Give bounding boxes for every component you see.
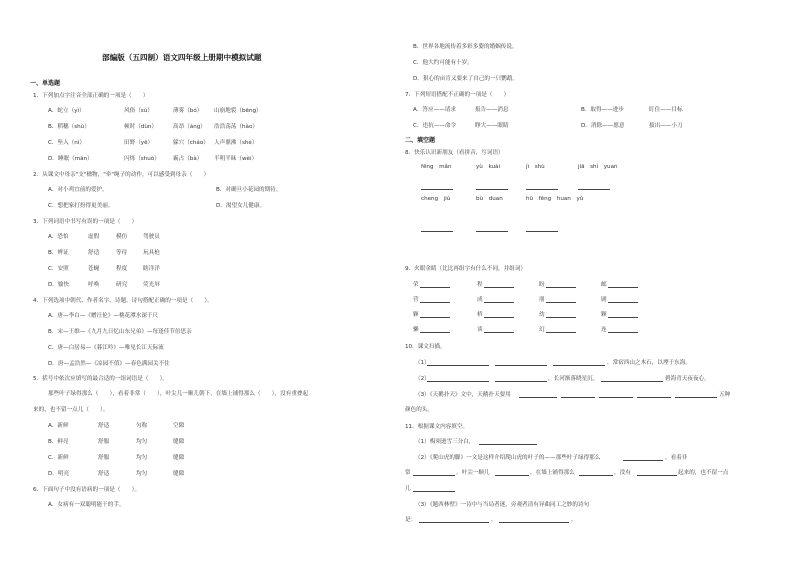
- q9-char: 颗: [413, 312, 419, 318]
- q1-option-word: 浩浩荡荡（hào）: [214, 124, 258, 130]
- q8-pinyin: hū fēng huan yǔ: [526, 196, 584, 202]
- q1-option-word: 风俗（sù）: [124, 108, 153, 114]
- q5-option[interactable]: D．明亮: [48, 471, 70, 477]
- q11-blank[interactable]: [479, 439, 537, 445]
- q5-passage-line1: 那些叶子绿得那么（ ），看着非常（ ），叶尖儿一顺儿朝下，在墙上铺得那么（ ），没有重叠起: [48, 391, 309, 397]
- q3-option[interactable]: D．愉快: [48, 282, 70, 288]
- q2-option-c[interactable]: C．想把家打扮得更美丽。: [48, 203, 114, 209]
- q2-option-d[interactable]: D．渴望女儿健康。: [216, 203, 266, 209]
- q5-stem: 5．括号中依次应填写的最合适的一组词语是（ ）。: [33, 376, 169, 382]
- q3-word: 等待: [116, 250, 128, 256]
- q8-pinyin: bù duan: [476, 196, 503, 202]
- q8-answer-blank[interactable]: [476, 184, 508, 190]
- q5-word: 均匀: [136, 471, 148, 477]
- q3-word: 荧光屏: [143, 282, 160, 288]
- q2-option-a[interactable]: A．对小鸡宜前的爱护。: [48, 187, 108, 193]
- q5-word: 舒服: [98, 439, 110, 445]
- q3-word: 玩具枪: [143, 250, 160, 256]
- q10-line3-suffix: 五种: [719, 392, 731, 398]
- q1-option-word: 半明半昧（wèi）: [214, 156, 258, 162]
- q4-option-d[interactable]: D．唐—孟浩然—《凉园不值》—春色满园关不住: [48, 361, 170, 367]
- q9-char: 盼: [539, 282, 545, 288]
- q11-line1: （1）梅须逊雪三分白，: [415, 439, 475, 445]
- q6-option-a[interactable]: A．女病有一双聪明能干的手。: [48, 502, 125, 508]
- q2-stem: 2．从课文中母亲"支"楹物，"牵"绳子的动作，可以感受到母亲（ ）: [33, 172, 210, 178]
- q1-option-word: 高昂（áng）: [173, 124, 206, 130]
- q11-line3-b: 。叶尖一顺儿: [456, 470, 490, 476]
- section-single-choice: 一、单选题: [30, 80, 61, 87]
- section-fill-blank: 二、填空题: [405, 137, 436, 144]
- q5-option[interactable]: A．新鲜: [48, 423, 69, 429]
- q1-option-word: 山崩地裂（bēng）: [214, 108, 262, 114]
- q10-blank[interactable]: [553, 360, 605, 366]
- q5-word: 舒服: [98, 455, 110, 461]
- q9-char: 谈: [477, 327, 483, 333]
- q9-char: 幻: [539, 327, 545, 333]
- q11-comma: ，: [491, 517, 497, 523]
- q11-line3-e: 起来的，也不留一点: [678, 470, 729, 476]
- q7-option-b-second: 盯住——目标: [649, 107, 683, 113]
- q9-char: 荣: [413, 282, 419, 288]
- q7-option-a-second: 报告——消息: [475, 107, 509, 113]
- q8-pinyin: cheng jiù: [421, 196, 451, 202]
- q5-word: 舒适: [98, 471, 110, 477]
- q11-blank[interactable]: [579, 470, 613, 476]
- q3-stem: 3．下列词语中书写有误的一项是（ ）: [33, 219, 138, 225]
- q8-stem: 8．快乐认识新朋友（看拼音，写词语）: [405, 150, 504, 156]
- q11-stem: 11．根据课文内容填空。: [405, 424, 469, 430]
- q11-blank[interactable]: [499, 517, 569, 523]
- q8-pinyin: jiā shì yuan: [578, 164, 618, 170]
- q7-option-b[interactable]: B．取得——进步: [581, 107, 624, 113]
- q1-option[interactable]: C．坠入（nì）: [48, 140, 85, 146]
- q8-pinyin: fēng mǎn: [421, 164, 452, 170]
- q9-char: 邮: [601, 282, 607, 288]
- q5-word: 均匀: [136, 455, 148, 461]
- q4-option-b[interactable]: B．宋—王维—《九月九日忆山东兄弟》—每逢佳节倍思亲: [48, 329, 192, 335]
- q3-option[interactable]: C．安照: [48, 266, 69, 272]
- q9-blank[interactable]: [546, 297, 576, 303]
- q3-option[interactable]: A．恐怕: [48, 234, 69, 240]
- q6-option-c[interactable]: C．他大约可能有十岁。: [413, 60, 473, 66]
- q9-blank[interactable]: [420, 297, 450, 303]
- q7-option-c-second: 睁大——眼睛: [475, 123, 509, 129]
- q2-option-b[interactable]: B．对确旦小花园的期待。: [216, 187, 282, 193]
- q10-blank[interactable]: [599, 392, 633, 398]
- q8-answer-blank[interactable]: [526, 226, 558, 232]
- q10-blank[interactable]: [675, 392, 717, 398]
- q11-line3-c: ，在墙上铺得那么: [530, 470, 575, 476]
- q7-option-d-second: 拔出——小刀: [649, 123, 683, 129]
- q11-line3-d: ，没有: [614, 470, 631, 476]
- q10-blank[interactable]: [495, 376, 547, 382]
- q9-char: 幼: [539, 312, 545, 318]
- q8-answer-blank[interactable]: [476, 226, 508, 232]
- q11-blank[interactable]: [413, 486, 455, 492]
- q10-blank[interactable]: [427, 376, 489, 382]
- q7-option-c[interactable]: C．违抗——命令: [413, 123, 457, 129]
- q3-word: 舒适: [88, 250, 100, 256]
- q8-answer-blank[interactable]: [421, 184, 453, 190]
- q5-word: 空隙: [173, 423, 185, 429]
- q10-blank[interactable]: [427, 360, 489, 366]
- page-title: 部编版（五四制）语文四年级上册期中模拟试题: [102, 53, 262, 62]
- q9-stem: 9．火眼金睛（比比再组字有什么不同，并组词）: [405, 266, 527, 272]
- q9-char: 懒: [413, 327, 419, 333]
- q11-line3-a: 常: [405, 470, 411, 476]
- q9-blank[interactable]: [608, 297, 638, 303]
- q6-option-d[interactable]: D．狠心的亩肯又要来了自己的一只鹦鹉。: [413, 76, 518, 82]
- q9-blank[interactable]: [546, 327, 576, 333]
- q1-option-word: 霸占（bà）: [173, 156, 203, 162]
- q9-blank[interactable]: [608, 327, 638, 333]
- q4-stem: 4．下列选项中朝代、作者名字、诗题、诗句搭配正确的一项是（ ）。: [33, 298, 213, 304]
- q8-pinyin: yù kuài: [476, 164, 501, 170]
- q1-option-word: 人声鼎沸（shè）: [214, 140, 258, 146]
- q11-line4: 儿: [405, 486, 411, 492]
- q9-char: 剧: [601, 297, 607, 303]
- q3-word: 虚假: [88, 234, 100, 240]
- q7-stem: 7．下列短语搭配不正确的一项是（ ）: [405, 92, 510, 98]
- q9-char: 程: [477, 282, 483, 288]
- q11-blank[interactable]: [495, 470, 529, 476]
- q9-char: 颗: [601, 312, 607, 318]
- q5-word: 缝隙: [173, 439, 185, 445]
- q10-blank[interactable]: [495, 360, 547, 366]
- q3-word: 苍蝇: [88, 266, 100, 272]
- q11-line6: 是：: [405, 517, 417, 523]
- q8-answer-blank[interactable]: [578, 184, 610, 190]
- q1-option-word: 顿时（dùn）: [124, 124, 158, 130]
- q5-word: 匀称: [136, 423, 148, 429]
- q8-pinyin: jì shù: [526, 164, 545, 170]
- q3-word: 研究: [116, 282, 128, 288]
- q9-blank[interactable]: [420, 312, 450, 318]
- q11-blank[interactable]: [623, 455, 663, 461]
- q9-blank[interactable]: [484, 297, 514, 303]
- q3-word: 模仿: [116, 234, 128, 240]
- q3-word: 瞎洋洋: [143, 266, 160, 272]
- q9-blank[interactable]: [484, 327, 514, 333]
- q10-line3: （3）《天鹅扑天》文中，天鹅扑天要用: [415, 392, 511, 398]
- q1-stem: 1．下列加点字注音全部正确的一项是（ ）: [33, 93, 149, 99]
- q10-blank[interactable]: [561, 392, 595, 398]
- q11-blank[interactable]: [413, 470, 455, 476]
- q1-option[interactable]: B．稻穗（shù）: [48, 124, 90, 130]
- q9-blank[interactable]: [484, 282, 514, 288]
- q5-passage-line2: 来的，也不留一点儿（ ）。: [33, 407, 109, 413]
- q9-char: 朋: [539, 297, 545, 303]
- q1-option-word: 薄雾（bó）: [173, 108, 203, 114]
- q9-blank[interactable]: [420, 282, 450, 288]
- q5-option[interactable]: B．鲜亮: [48, 439, 69, 445]
- q10-line2-suffix: 碧海青天夜夜心。: [665, 376, 710, 382]
- q6-option-b[interactable]: B．世界各地流传着多彩多姿的婚姻传说。: [413, 44, 518, 50]
- q1-option-word: 田野（yě）: [124, 140, 154, 146]
- q10-line4: 颜色的头。: [405, 407, 433, 413]
- q7-option-d[interactable]: D．消除——愿意: [581, 123, 625, 129]
- q10-line2-prefix: （2）: [415, 376, 430, 382]
- q4-option-c[interactable]: C．唐—白居易—《暮江吟》—唯见长江天际流: [48, 345, 164, 351]
- q11-period: 。: [571, 517, 577, 523]
- q6-stem: 6．下面句子中没有语病的一项是（ ）。: [33, 487, 141, 493]
- q9-char: 成: [477, 297, 483, 303]
- q10-blank[interactable]: [519, 392, 557, 398]
- q10-line2-mid: ，长河渐落晓星沉。: [548, 376, 599, 382]
- q1-option[interactable]: D．睡眠（mán）: [48, 156, 93, 162]
- q9-char: 营: [413, 297, 419, 303]
- q9-blank[interactable]: [546, 312, 576, 318]
- q7-option-a[interactable]: A．答应——请求: [413, 107, 456, 113]
- q9-blank[interactable]: [546, 282, 576, 288]
- q3-word: 呼唤: [88, 282, 100, 288]
- q11-line2: （2）《爬山虎的脚》一文是这样介绍爬山虎的叶子的——那些叶子绿得那么: [415, 455, 601, 461]
- q10-blank[interactable]: [601, 376, 663, 382]
- q10-stem: 10．课文扫描。: [405, 344, 446, 350]
- q11-line2-suffix: ，看着非: [665, 455, 688, 461]
- q9-blank[interactable]: [608, 282, 638, 288]
- q8-answer-blank[interactable]: [526, 184, 558, 190]
- q1-option[interactable]: A．蛇立（yì）: [48, 108, 85, 114]
- q10-blank[interactable]: [637, 392, 671, 398]
- q11-blank[interactable]: [419, 517, 489, 523]
- q5-option[interactable]: C．新鲜: [48, 455, 69, 461]
- q5-word: 缝隙: [173, 471, 185, 477]
- q9-char: 连: [601, 327, 607, 333]
- q10-line1-suffix: ，常宿西山之木石，以堙于东海。: [607, 360, 691, 366]
- q8-answer-blank[interactable]: [421, 226, 453, 232]
- q3-word: 程度: [116, 266, 128, 272]
- q10-line1-prefix: （1）: [415, 360, 430, 366]
- q5-word: 舒适: [98, 423, 110, 429]
- q11-blank[interactable]: [637, 470, 677, 476]
- q9-blank[interactable]: [484, 312, 514, 318]
- q5-word: 均匀: [136, 439, 148, 445]
- q11-line5: （3）《题西林壁》一诗中与当局者迷，旁观者清有异曲同工之妙的诗句: [415, 502, 590, 508]
- q5-word: 缝隙: [173, 455, 185, 461]
- q1-option-word: 躲穴（cháo）: [173, 140, 209, 146]
- q9-blank[interactable]: [608, 312, 638, 318]
- q3-word: 驾驶员: [143, 234, 160, 240]
- q9-char: 桥: [477, 312, 483, 318]
- q1-option-word: 闪烁（shuò）: [124, 156, 160, 162]
- q3-option[interactable]: B．辨证: [48, 250, 69, 256]
- q9-blank[interactable]: [420, 327, 450, 333]
- q4-option-a[interactable]: A．唐—李白—《赠汪伦》—桃花潭水深千尺: [48, 313, 159, 319]
